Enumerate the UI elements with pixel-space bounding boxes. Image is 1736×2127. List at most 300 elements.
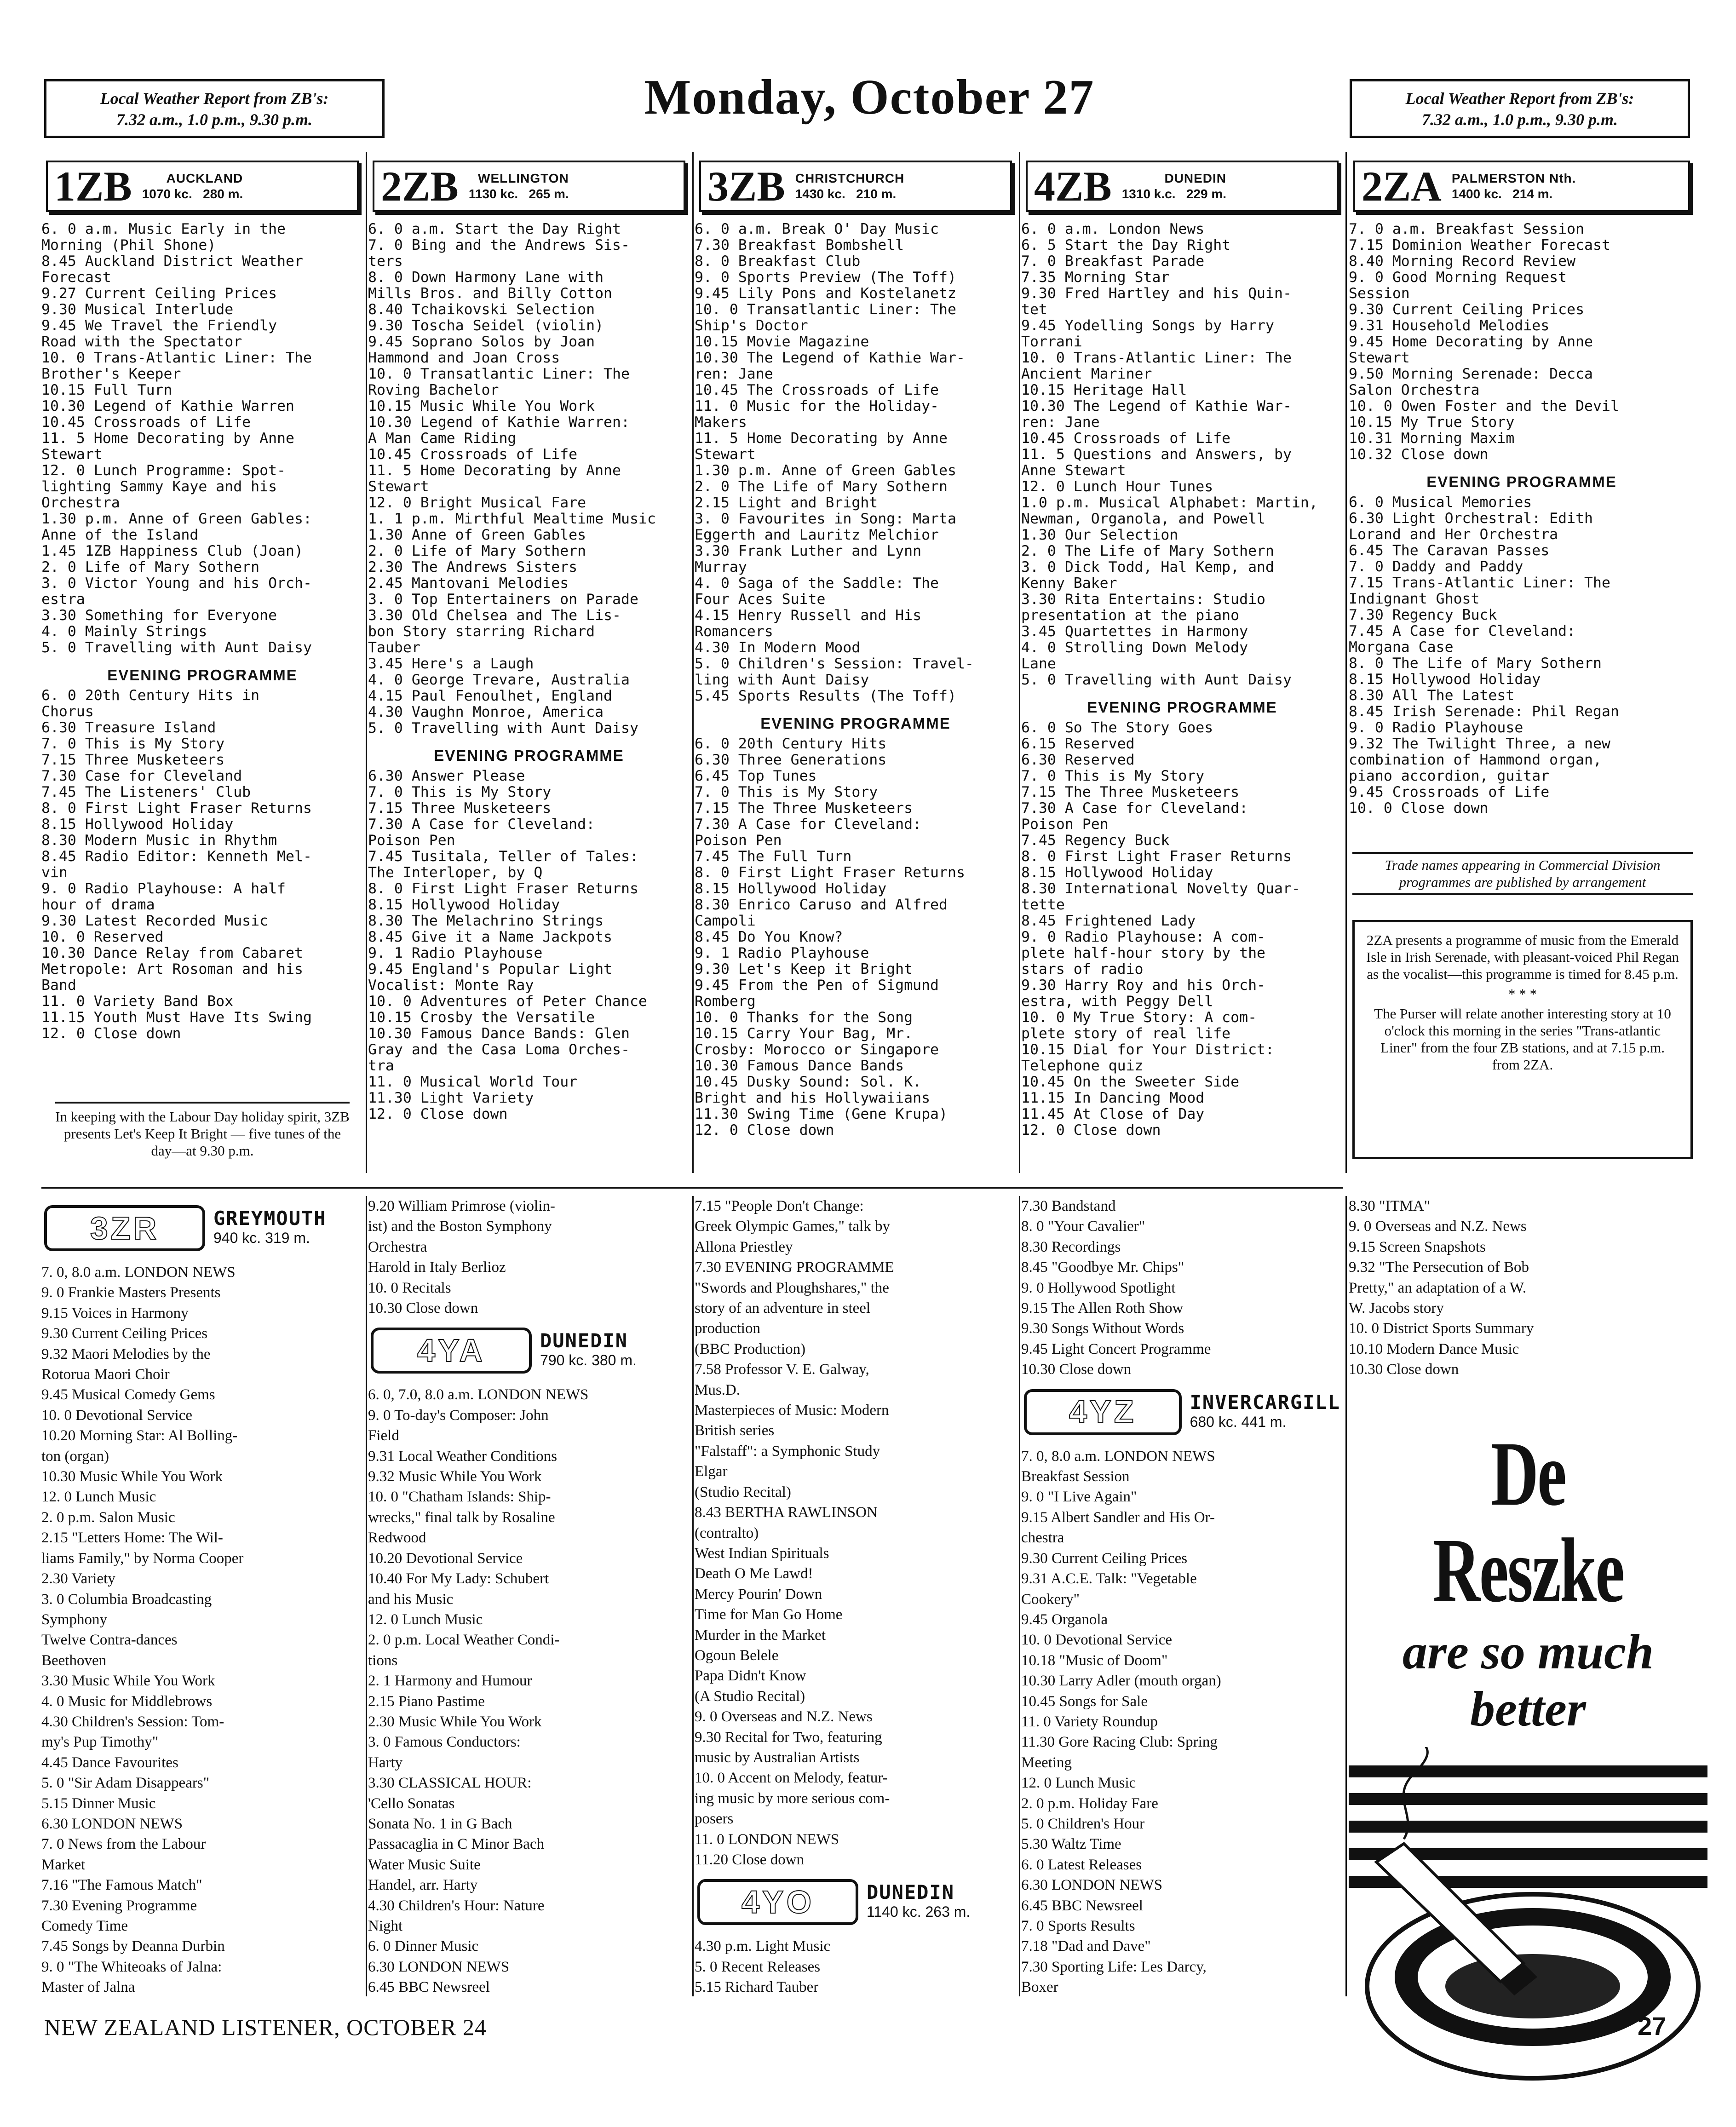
programme-line: 11.30 Light Variety: [368, 1090, 534, 1106]
programme-line: 3.30 Rita Entertains: Studio: [1021, 592, 1266, 608]
programme-line: Makers: [695, 414, 747, 431]
programme-line: 9. 0 Sports Preview (The Toff): [695, 270, 956, 286]
programme-line: 2. 0 Life of Mary Sothern: [41, 559, 260, 575]
programme-line: 10.30 Dance Relay from Cabaret: [41, 945, 303, 961]
station-city: WELLINGTON: [478, 171, 569, 185]
programme-line: 10. 0 Transatlantic Liner: The: [368, 366, 630, 382]
programme-line: 6.45 BBC Newsreel: [1021, 1897, 1143, 1914]
programme-line: 9.30 Current Ceiling Prices: [1021, 1550, 1188, 1567]
programme-line: 7.15 Three Musketeers: [368, 800, 552, 816]
programme-line: Ogoun Belele: [695, 1647, 779, 1664]
programme-line: 9. 0 To-day's Composer: John: [368, 1407, 549, 1424]
station-meta: [213, 1209, 327, 1247]
programme-line: story of an adventure in steel: [695, 1300, 871, 1317]
programme-line: 6.30 LONDON NEWS: [41, 1815, 183, 1832]
programme-line: 7.15 "People Don't Change:: [695, 1198, 864, 1214]
programme-line: 6. 0 20th Century Hits in: [41, 688, 260, 704]
station-frequency: 1140 kc. 263 m.: [867, 1903, 971, 1920]
programme-line: 6.45 Top Tunes: [695, 768, 817, 784]
programme-line: 9.15 Albert Sandler and His Or-: [1021, 1509, 1215, 1526]
programme-line: Meeting: [1021, 1754, 1072, 1771]
programme-line: 10. 0 Devotional Service: [1021, 1632, 1173, 1649]
programme-line: 10. 0 Thanks for the Song: [695, 1010, 913, 1026]
programme-line: music by Australian Artists: [695, 1749, 860, 1766]
programme-line: 9.32 Maori Melodies by the: [41, 1345, 211, 1362]
programme-line: 1.0 p.m. Musical Alphabet: Martin,: [1021, 495, 1318, 511]
station-column-2za: [1349, 154, 1695, 844]
programme-line: 9.15 Voices in Harmony: [41, 1305, 189, 1322]
programme-line: 9.45 Musical Comedy Gems: [41, 1386, 215, 1403]
programme-line: 9.27 Current Ceiling Prices: [41, 286, 277, 302]
station-header-4yo: [697, 1874, 1014, 1930]
programme-line: Cookery": [1021, 1591, 1080, 1608]
programme-line: 9.30 Current Ceiling Prices: [1349, 302, 1585, 318]
programme-line: ton (organ): [41, 1448, 109, 1465]
programme-line: 6. 0 a.m. Start the Day Right: [368, 221, 621, 237]
programme-line: Tauber: [368, 640, 420, 656]
programme-line: Poison Pen: [695, 833, 782, 849]
programme-line: The Interloper, by Q: [368, 865, 543, 881]
programme-line: British series: [695, 1422, 775, 1439]
station-call-sign: 4YO: [741, 1884, 815, 1920]
programme-line: Salon Orchestra: [1349, 382, 1480, 398]
programme-line: Ancient Mariner: [1021, 366, 1152, 382]
programme-line: 9.45 Organola: [1021, 1611, 1108, 1628]
station-call-sign: 3ZB: [707, 163, 785, 210]
station-metres: 210 m.: [856, 187, 897, 201]
programme-line: 10.45 On the Sweeter Side: [1021, 1074, 1240, 1090]
programme-line: Murray: [695, 559, 747, 575]
programme-line: 12. 0 Close down: [41, 1026, 181, 1042]
programme-line: 6. 0 a.m. Break O' Day Music: [695, 221, 939, 237]
column-rule: [1345, 1196, 1347, 1996]
programme-line: 9.20 William Primrose (violin-: [368, 1198, 555, 1214]
programme-line: 11.30 Gore Racing Club: Spring: [1021, 1734, 1218, 1751]
programme-line: Gray and the Casa Loma Orches-: [368, 1042, 630, 1058]
station-kc: 1400 kc.: [1451, 187, 1502, 201]
programme-line: 3.30 Frank Luther and Lynn: [695, 543, 922, 559]
weather-report-times: 7.32 a.m., 1.0 p.m., 9.30 p.m.: [116, 110, 312, 129]
programme-line: 7.45 Tusitala, Teller of Tales:: [368, 849, 638, 865]
programme-line: 10.45 Crossroads of Life: [41, 414, 251, 431]
programme-line: 7.30 Regency Buck: [1349, 607, 1497, 623]
programme-line: 4.30 Children's Hour: Nature: [368, 1897, 545, 1914]
programme-line: 2. 0 The Life of Mary Sothern: [1021, 543, 1274, 559]
programme-line: 10.30 Close down: [1349, 1361, 1459, 1378]
programme-line: 4.15 Paul Fenoulhet, England: [368, 688, 613, 704]
programme-line: 10.30 The Legend of Kathie War-: [695, 350, 965, 366]
programme-line: 10.15 Movie Magazine: [695, 334, 869, 350]
programme-line: Night: [368, 1918, 403, 1934]
programme-line: Comedy Time: [41, 1918, 128, 1934]
programme-line: 8.45 Irish Serenade: Phil Regan: [1349, 704, 1619, 720]
publication-footer: NEW ZEALAND LISTENER, OCTOBER 24: [44, 2014, 487, 2040]
section-divider: [41, 1187, 1343, 1189]
programme-line: 3. 0 Top Entertainers on Parade: [368, 592, 638, 608]
programme-list: [1021, 221, 1343, 1138]
ashtray-shadow: [1445, 1954, 1620, 2018]
programme-line: 7.15 Three Musketeers: [41, 752, 225, 768]
programme-line: 10. 0 Adventures of Peter Chance: [368, 994, 647, 1010]
programme-line: 8.30 All The Latest: [1349, 688, 1515, 704]
ashtray-cigarette-illustration: [1349, 1747, 1707, 2115]
programme-line: 4.30 p.m. Light Music: [695, 1938, 831, 1955]
programme-line: 7. 0 News from the Labour: [41, 1836, 206, 1853]
programme-line: 8. 0 Down Harmony Lane with: [368, 270, 604, 286]
programme-line: tions: [368, 1652, 398, 1669]
programme-line: ters: [368, 253, 403, 270]
programme-line: Road with the Spectator: [41, 334, 242, 350]
programme-line: Masterpieces of Music: Modern: [695, 1402, 889, 1419]
programme-line: 6. 0 So The Story Goes: [1021, 720, 1213, 736]
programme-line: 9. 1 Radio Playhouse: [695, 945, 869, 961]
programme-line: Pretty," an adaptation of a W.: [1349, 1279, 1527, 1296]
station-meta: [142, 171, 243, 202]
column-rule: [1019, 1196, 1020, 1996]
programme-line: Morning (Phil Shone): [41, 237, 216, 253]
programme-line: Romancers: [695, 624, 773, 640]
programme-line: 7. 0 a.m. Breakfast Session: [1349, 221, 1585, 237]
station-metres: 280 m.: [203, 187, 243, 201]
programme-line: 7.58 Professor V. E. Galway,: [695, 1361, 869, 1378]
programme-line: 7.30 Bandstand: [1021, 1198, 1116, 1214]
programme-line: piano accordion, guitar: [1349, 768, 1550, 784]
station-meta: [540, 1331, 637, 1370]
programme-line: 10. 0 Owen Foster and the Devil: [1349, 398, 1619, 414]
programme-line: 11. 5 Questions and Answers, by: [1021, 447, 1292, 463]
programme-line: 10. 0 Transatlantic Liner: The: [695, 302, 956, 318]
programme-line: 7. 0 This is My Story: [41, 736, 225, 752]
station-city: AUCKLAND: [166, 171, 243, 185]
programme-line: 10.30 Larry Adler (mouth organ): [1021, 1673, 1221, 1690]
programme-line: 10.45 Songs for Sale: [1021, 1693, 1148, 1710]
programme-line: 10.45 Crossroads of Life: [368, 447, 578, 463]
programme-line: 1.30 p.m. Anne of Green Gables: [695, 463, 956, 479]
programme-line: Sonata No. 1 in G Bach: [368, 1815, 512, 1832]
station-city: DUNEDIN: [867, 1881, 955, 1904]
programme-line: 6.15 Reserved: [1021, 736, 1135, 752]
programme-line: posers: [695, 1811, 734, 1828]
programme-line: 9.45 Crossroads of Life: [1349, 784, 1550, 800]
programme-line: 1. 1 p.m. Mirthful Mealtime Music: [368, 511, 656, 527]
page-number: 27: [1638, 2012, 1667, 2041]
programme-list: [368, 221, 690, 1122]
programme-line: 11. 0 Music for the Holiday-: [695, 398, 939, 414]
station-column-4yz: [1021, 1196, 1343, 1996]
programme-line: 5. 0 "Sir Adam Disappears": [41, 1775, 210, 1792]
programme-line: 11. 0 Variety Band Box: [41, 994, 234, 1010]
programme-line: 7.16 "The Famous Match": [41, 1877, 202, 1894]
programme-line: stars of radio: [1021, 961, 1144, 977]
programme-line: 4.15 Henry Russell and His: [695, 608, 922, 624]
programme-line: 10. 0 Reserved: [41, 929, 164, 945]
programme-list: [41, 221, 363, 1042]
programme-line: 11.15 Youth Must Have Its Swing: [41, 1010, 312, 1026]
station-call-sign: 4ZB: [1034, 163, 1112, 210]
programme-line: 4. 0 George Trevare, Australia: [368, 672, 630, 688]
programme-line: Four Aces Suite: [695, 592, 826, 608]
note-2za-box: [1352, 920, 1693, 1159]
note-3zb-labour-day: In keeping with the Labour Day holiday spirit, 3ZB presents Let's Keep It Bright — five tunes of the day—at 9.30 p.m.: [55, 1102, 350, 1159]
programme-list: [695, 1936, 1017, 1996]
programme-line: 9. 0 Frankie Masters Presents: [41, 1284, 221, 1301]
programme-line: 10.18 "Music of Doom": [1021, 1652, 1168, 1669]
programme-line: 2. 0 Life of Mary Sothern: [368, 543, 586, 559]
programme-line: 5.30 Waltz Time: [1021, 1836, 1121, 1853]
programme-line: 1.30 p.m. Anne of Green Gables:: [41, 511, 312, 527]
programme-line: Mills Bros. and Billy Cotton: [368, 286, 613, 302]
station-frequency: 940 kc. 319 m.: [213, 1230, 310, 1246]
programme-line: 10.15 Heritage Hall: [1021, 382, 1187, 398]
programme-line: 5.15 Dinner Music: [41, 1795, 156, 1812]
programme-line: 10.15 Crosby the Versatile: [368, 1010, 595, 1026]
programme-line: wrecks," final talk by Rosaline: [368, 1509, 555, 1526]
programme-line: Vocalist: Monte Ray: [368, 977, 534, 994]
note-2za-paragraph-1: 2ZA presents a programme of music from the Emerald Isle in Irish Serenade, with pleasant-voiced Phil Regan as the vocalist—this programme is timed for 8.45 p.m.: [1366, 932, 1679, 982]
ad-brand: De Reszke: [1432, 1423, 1624, 1621]
programme-line: 9.45 We Travel the Friendly: [41, 318, 277, 334]
programme-line: tette: [1021, 897, 1065, 913]
weather-report-times: 7.32 a.m., 1.0 p.m., 9.30 p.m.: [1421, 110, 1618, 129]
station-meta: [469, 171, 569, 202]
programme-line: 9.30 Toscha Seidel (violin): [368, 318, 604, 334]
programme-line: 6. 0 20th Century Hits: [695, 736, 887, 752]
programme-line: Time for Man Go Home: [695, 1606, 843, 1623]
programme-line: Symphony: [41, 1611, 108, 1628]
programme-line: 8.15 Hollywood Holiday: [41, 816, 234, 833]
programme-line: 8.43 BERTHA RAWLINSON: [695, 1504, 878, 1521]
programme-line: (BBC Production): [695, 1340, 806, 1357]
programme-line: 5. 0 Travelling with Aunt Daisy: [41, 640, 312, 656]
programme-line: 10. 0 Trans-Atlantic Liner: The: [41, 350, 312, 366]
station-city: CHRISTCHURCH: [795, 171, 905, 185]
station-meta: [867, 1883, 970, 1921]
programme-line: 7.45 Songs by Deanna Durbin: [41, 1938, 225, 1955]
programme-list: [1349, 1196, 1698, 1380]
programme-line: 8.30 Modern Music in Rhythm: [41, 833, 277, 849]
programme-line: 5. 0 Children's Session: Travel-: [695, 656, 974, 672]
programme-list: [1021, 1446, 1343, 1996]
programme-line: tra: [368, 1058, 394, 1074]
programme-line: 10.20 Morning Star: Al Bolling-: [41, 1427, 238, 1444]
programme-line: Papa Didn't Know: [695, 1667, 806, 1684]
programme-line: Mercy Pourin' Down: [695, 1586, 822, 1603]
programme-line: 12. 0 Lunch Music: [1021, 1775, 1136, 1792]
programme-line: 9.15 Screen Snapshots: [1349, 1238, 1486, 1255]
column-rule: [692, 152, 694, 1173]
station-frequency: [142, 186, 243, 202]
programme-line: 10. 0 My True Story: A com-: [1021, 1010, 1257, 1026]
programme-line: Orchestra: [368, 1238, 427, 1255]
programme-line: 5. 0 Travelling with Aunt Daisy: [368, 720, 638, 736]
programme-line: 9. 0 Hollywood Spotlight: [1021, 1279, 1176, 1296]
de-reszke-advertisement: [1349, 1423, 1707, 2019]
section-heading: EVENING PROGRAMME: [107, 667, 298, 684]
station-city: INVERCARGILL: [1190, 1391, 1340, 1414]
station-metres: 265 m.: [529, 187, 569, 201]
programme-line: 10. 0 Accent on Melody, featur-: [695, 1770, 888, 1787]
programme-line: Passacaglia in C Minor Bach: [368, 1836, 545, 1853]
programme-line: 6.30 LONDON NEWS: [368, 1958, 510, 1975]
programme-line: 2.30 Music While You Work: [368, 1713, 542, 1730]
programme-line: 3.30 Old Chelsea and The Lis-: [368, 608, 621, 624]
programme-line: Forecast: [41, 270, 111, 286]
programme-line: 8.40 Morning Record Review: [1349, 253, 1576, 270]
programme-line: 9.30 Let's Keep it Bright: [695, 961, 913, 977]
column-rule: [1019, 152, 1020, 1173]
programme-line: 9.50 Morning Serenade: Decca: [1349, 366, 1593, 382]
programme-line: Hammond and Joan Cross: [368, 350, 560, 366]
programme-line: (contralto): [695, 1524, 759, 1541]
programme-line: 11. 0 LONDON NEWS: [695, 1831, 839, 1848]
programme-line: 8.30 The Melachrino Strings: [368, 913, 604, 929]
programme-line: Poison Pen: [368, 833, 455, 849]
programme-line: 7. 0 This is My Story: [695, 784, 878, 800]
programme-line: Crosby: Morocco or Singapore: [695, 1042, 939, 1058]
programme-line: "Swords and Ploughshares," the: [695, 1279, 889, 1296]
programme-line: 7.18 "Dad and Dave": [1021, 1938, 1151, 1955]
programme-list: [1021, 1196, 1343, 1380]
station-header-1zb: [46, 161, 359, 212]
programme-line: Bright and his Hollywaiians: [695, 1090, 931, 1106]
programme-line: 11.20 Close down: [695, 1851, 805, 1868]
programme-line: 7.30 A Case for Cleveland:: [368, 816, 595, 833]
note-2za-paragraph-2: The Purser will relate another interesting story at 10 o'clock this morning in the series "Trans-atlantic Liner" from the four ZB stations, and at 7.15 p.m. from 2ZA.: [1374, 1006, 1671, 1073]
programme-line: 7. 0 Sports Results: [1021, 1918, 1135, 1934]
programme-line: Harty: [368, 1754, 403, 1771]
station-column-2zb: [368, 154, 690, 1166]
programme-line: 12. 0 Bright Musical Fare: [368, 495, 586, 511]
programme-line: 11.15 In Dancing Mood: [1021, 1090, 1205, 1106]
programme-line: 'Cello Sonatas: [368, 1795, 455, 1812]
programme-line: 3.45 Quartettes in Harmony: [1021, 624, 1248, 640]
programme-line: and his Music: [368, 1591, 454, 1608]
programme-line: [368, 736, 690, 743]
programme-line: 9.30 Harry Roy and his Orch-: [1021, 977, 1266, 994]
programme-line: 11. 5 Home Decorating by Anne: [41, 431, 294, 447]
programme-line: Boxer: [1021, 1979, 1058, 1996]
programme-line: [41, 656, 363, 662]
programme-line: 7.30 Sporting Life: Les Darcy,: [1021, 1958, 1207, 1975]
programme-line: Eggerth and Lauritz Melchior: [695, 527, 939, 543]
section-heading: EVENING PROGRAMME: [1087, 699, 1277, 716]
programme-line: 7.30 Breakfast Bombshell: [695, 237, 904, 253]
programme-line: 10. 0 Trans-Atlantic Liner: The: [1021, 350, 1292, 366]
programme-line: Roving Bachelor: [368, 382, 499, 398]
station-logo-4yz: [1024, 1389, 1182, 1435]
programme-line: 3.30 CLASSICAL HOUR:: [368, 1775, 532, 1792]
programme-line: 11. 0 Variety Roundup: [1021, 1713, 1158, 1730]
station-kc: 1070 kc.: [142, 187, 192, 201]
programme-line: Breakfast Session: [1021, 1468, 1130, 1485]
programme-line: 6. 5 Start the Day Right: [1021, 237, 1231, 253]
programme-line: 7. 0 This is My Story: [1021, 768, 1205, 784]
programme-line: 7. 0, 8.0 a.m. LONDON NEWS: [1021, 1448, 1215, 1465]
programme-line: Telephone quiz: [1021, 1058, 1144, 1074]
programme-line: [1349, 463, 1695, 469]
programme-line: 10.30 Close down: [1021, 1361, 1132, 1378]
programme-line: 10.31 Morning Maxim: [1349, 431, 1515, 447]
programme-line: Murder in the Market: [695, 1627, 826, 1644]
programme-line: 8.45 Radio Editor: Kenneth Mel-: [41, 849, 312, 865]
station-column-continued: [1349, 1196, 1698, 1417]
programme-line: 10. 0 Close down: [1349, 800, 1489, 816]
programme-line: 2.15 Piano Pastime: [368, 1693, 485, 1710]
programme-line: Session: [1349, 286, 1410, 302]
programme-line: (A Studio Recital): [695, 1688, 805, 1705]
programme-line: 6.30 Three Generations: [695, 752, 887, 768]
programme-line: 9. 0 Radio Playhouse: A com-: [1021, 929, 1266, 945]
programme-line: Rotorua Maori Choir: [41, 1366, 170, 1383]
programme-line: 8. 0 First Light Fraser Returns: [1021, 849, 1292, 865]
station-call-sign: 3ZR: [90, 1210, 160, 1246]
programme-line: 6.30 Answer Please: [368, 768, 525, 784]
programme-line: tet: [1021, 302, 1047, 318]
station-logo-4ya: [371, 1328, 532, 1374]
programme-line: 11. 0 Musical World Tour: [368, 1074, 578, 1090]
programme-line: 7.45 The Full Turn: [695, 849, 852, 865]
programme-line: 6.45 The Caravan Passes: [1349, 543, 1550, 559]
station-frequency: [1452, 186, 1576, 202]
programme-line: 10.30 Music While You Work: [41, 1468, 223, 1485]
programme-line: ing music by more serious com-: [695, 1790, 890, 1807]
programme-line: 8.45 Do You Know?: [695, 929, 843, 945]
programme-line: 12. 0 Lunch Hour Tunes: [1021, 479, 1213, 495]
programme-line: 6.30 LONDON NEWS: [1021, 1877, 1163, 1894]
programme-line: 9.30 Current Ceiling Prices: [41, 1325, 208, 1342]
station-call-sign: 4YZ: [1069, 1394, 1137, 1430]
programme-line: 4.30 Vaughn Monroe, America: [368, 704, 604, 720]
station-column-1zb: [41, 154, 363, 1092]
programme-line: 9. 0 "The Whiteoaks of Jalna:: [41, 1958, 222, 1975]
column-rule: [366, 1196, 367, 1996]
programme-line: plete half-hour story by the: [1021, 945, 1266, 961]
programme-line: Brother's Keeper: [41, 366, 181, 382]
station-frequency: [469, 186, 569, 202]
station-metres: 214 m.: [1512, 187, 1553, 201]
programme-line: 7. 0, 8.0 a.m. LONDON NEWS: [41, 1264, 236, 1281]
programme-line: 1.45 1ZB Happiness Club (Joan): [41, 543, 303, 559]
ad-tagline: are so much better: [1402, 1625, 1654, 1736]
programme-line: Poison Pen: [1021, 816, 1109, 833]
programme-line: 8.45 Frightened Lady: [1021, 913, 1196, 929]
programme-line: 9.32 "The Persecution of Bob: [1349, 1259, 1529, 1276]
station-header-4zb: [1026, 161, 1339, 212]
programme-line: Romberg: [695, 994, 756, 1010]
programme-line: 3. 0 Famous Conductors:: [368, 1734, 521, 1751]
programme-line: 8.45 Give it a Name Jackpots: [368, 929, 613, 945]
programme-line: 1.30 Anne of Green Gables: [368, 527, 586, 543]
programme-line: 11.30 Swing Time (Gene Krupa): [695, 1106, 948, 1122]
station-meta: [1452, 171, 1576, 202]
programme-line: 10.15 Dial for Your District:: [1021, 1042, 1274, 1058]
programme-line: 10.30 Close down: [368, 1300, 478, 1317]
programme-line: 3. 0 Columbia Broadcasting: [41, 1591, 212, 1608]
programme-line: 9.30 Fred Hartley and his Quin-: [1021, 286, 1292, 302]
programme-line: Indignant Ghost: [1349, 591, 1480, 607]
programme-line: 7.30 Evening Programme: [41, 1897, 197, 1914]
programme-line: 8.40 Tchaikovski Selection: [368, 302, 595, 318]
programme-line: Allona Priestley: [695, 1238, 793, 1255]
programme-line: 4. 0 Strolling Down Melody: [1021, 640, 1248, 656]
programme-line: chestra: [1021, 1529, 1064, 1546]
programme-line: 2. 1 Harmony and Humour: [368, 1673, 532, 1690]
programme-line: A Man Came Riding: [368, 431, 517, 447]
station-kc: 1310 k.c.: [1121, 187, 1176, 201]
programme-line: 3. 0 Victor Young and his Orch-: [41, 575, 312, 592]
programme-line: Harold in Italy Berlioz: [368, 1259, 506, 1276]
station-frequency: 680 kc. 441 m.: [1190, 1413, 1287, 1430]
